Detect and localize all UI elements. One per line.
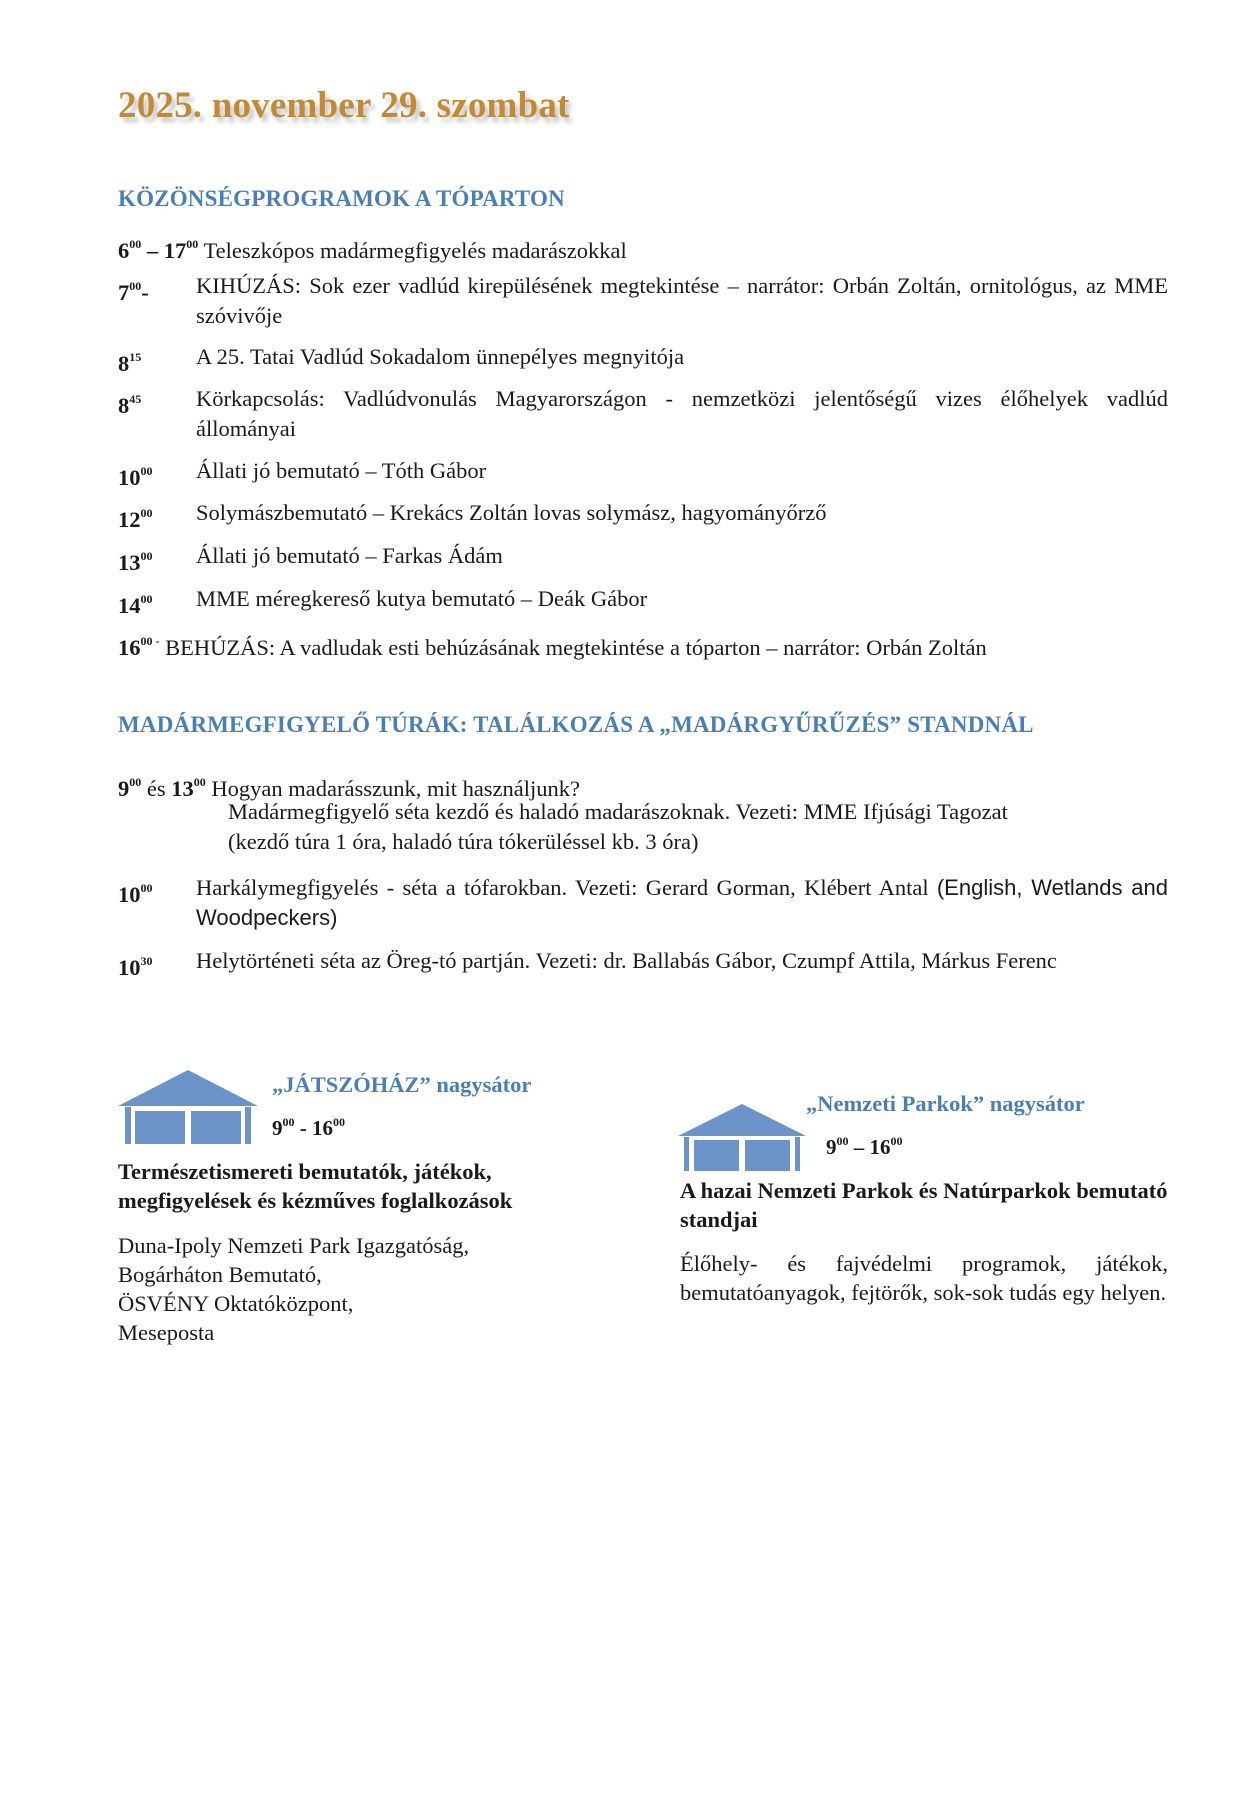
tent-name: „JÁTSZÓHÁZ” nagysátor xyxy=(272,1072,532,1097)
tent-description: Élőhely- és fajvédelmi programok, játékok, bemutatóanyagok, fejtörők, sok-sok tudás egy helyen. xyxy=(680,1251,1168,1305)
item-time: $12^{00}$ xyxy=(118,506,153,532)
item-description: KIHÚZÁS: Sok ezer vadlúd kirepülésének megtekintése – narrátor: Orbán Zoltán, ornitológus, az MME szóvivője xyxy=(196,273,1168,328)
item-description: A 25. Tatai Vadlúd Sokadalom ünnepélyes megnyitója xyxy=(196,344,685,369)
tent-time: $9^{00} - 16^{00}$ xyxy=(826,1134,903,1159)
schedule-item: $9^{00}$ és $13^{00}$ Hogyan madarásszunk, mit használjunk? xyxy=(118,775,581,801)
item-description: BEHÚZÁS: A vadludak esti behúzásának megtekintése a tóparton – narrátor: Orbán Zoltán xyxy=(165,635,987,660)
item-description: MME méregkereső kutya bemutató – Deák Gábor xyxy=(196,586,648,611)
item-time: $9^{00}$ xyxy=(118,775,142,801)
item-description: Solymászbemutató – Krekács Zoltán lovas solymász, hagyományőrző xyxy=(196,500,827,525)
schedule-item xyxy=(118,946,1168,983)
item-subline: Madármegfigyelő séta kezdő és haladó madarászoknak. Vezeti: MME Ifjúsági Tagozat xyxy=(228,799,1008,824)
tent-name: „Nemzeti Parkok” nagysátor xyxy=(806,1091,1085,1116)
schedule-item xyxy=(118,541,1168,578)
schedule-item xyxy=(118,384,1168,446)
item-description: Helytörténeti séta az Öreg-tó partján. Vezeti: dr. Ballabás Gábor, Czumpf Attila, Márkus Ferenc xyxy=(196,948,1057,973)
item-description: Állati jó bemutató – Farkas Ádám xyxy=(196,543,503,568)
item-time: $13^{00}$ xyxy=(118,549,153,575)
item-time: $14^{00}$ xyxy=(118,592,153,618)
schedule-item xyxy=(118,342,1168,379)
item-time: $16^{00 -}$ xyxy=(118,634,160,660)
schedule-item xyxy=(118,456,1168,493)
page-title: 2025. november 29. szombat xyxy=(118,85,570,126)
item-description: Teleszkópos madármegfigyelés madarászokkal xyxy=(203,238,627,263)
item-subline: (kezdő túra 1 óra, haladó túra tókerüléssel kb. 3 óra) xyxy=(228,829,699,854)
item-time: $10^{00}$ xyxy=(118,881,153,907)
schedule-item xyxy=(118,626,1168,663)
item-description: Állati jó bemutató – Tóth Gábor xyxy=(196,458,487,483)
tent-headline: A hazai Nemzeti Parkok és Natúrparkok bemutató standjai xyxy=(680,1178,1168,1232)
schedule-item xyxy=(118,873,1168,935)
item-time: $6^{00} - 17^{00}$ xyxy=(118,237,199,263)
section-title-bird-tours: MADÁRMEGFIGYELŐ TÚRÁK: TALÁLKOZÁS A „MADÁRGYŰRŰZÉS” STANDNÁL xyxy=(118,712,1034,737)
section-title-public-programs: KÖZÖNSÉGPROGRAMOK A TÓPARTON xyxy=(118,186,565,211)
item-description: Hogyan madarásszunk, mit használjunk? xyxy=(211,776,581,801)
item-english-note: (English, Wetlands and Woodpeckers) xyxy=(196,875,1168,930)
tent-headline: Természetismereti bemutatók, játékok, megfigyelések és kézműves foglalkozások xyxy=(118,1159,513,1213)
tent-icon xyxy=(118,1066,258,1146)
item-description: Harkálymegfigyelés - séta a tófarokban. Vezeti: Gerard Gorman, Klébert Antal (English, Wetlands and Woodpeckers) xyxy=(196,875,1168,930)
item-description: Körkapcsolás: Vadlúdvonulás Magyarországon - nemzetközi jelentőségű vizes élőhelyek vadlúd állományai xyxy=(196,386,1168,441)
item-time: $10^{30}$ xyxy=(118,954,153,980)
item-time: $10^{00}$ xyxy=(118,464,153,490)
tent-exhibitors: Duna-Ipoly Nemzeti Park Igazgatóság, Bogárháton Bemutató, ÖSVÉNY Oktatóközpont, Meseposta xyxy=(118,1233,470,1345)
schedule-item xyxy=(118,584,1168,621)
schedule-item xyxy=(118,271,1168,333)
item-time: $8^{15}$ xyxy=(118,350,142,376)
item-time: $7^{00}-$ xyxy=(118,279,149,305)
tent-icon xyxy=(678,1102,806,1172)
tent-time: $9^{00} - 16^{00}$ xyxy=(272,1115,345,1140)
schedule-item xyxy=(118,498,1168,535)
schedule-item xyxy=(118,229,1168,266)
item-time: $8^{45}$ xyxy=(118,392,142,418)
